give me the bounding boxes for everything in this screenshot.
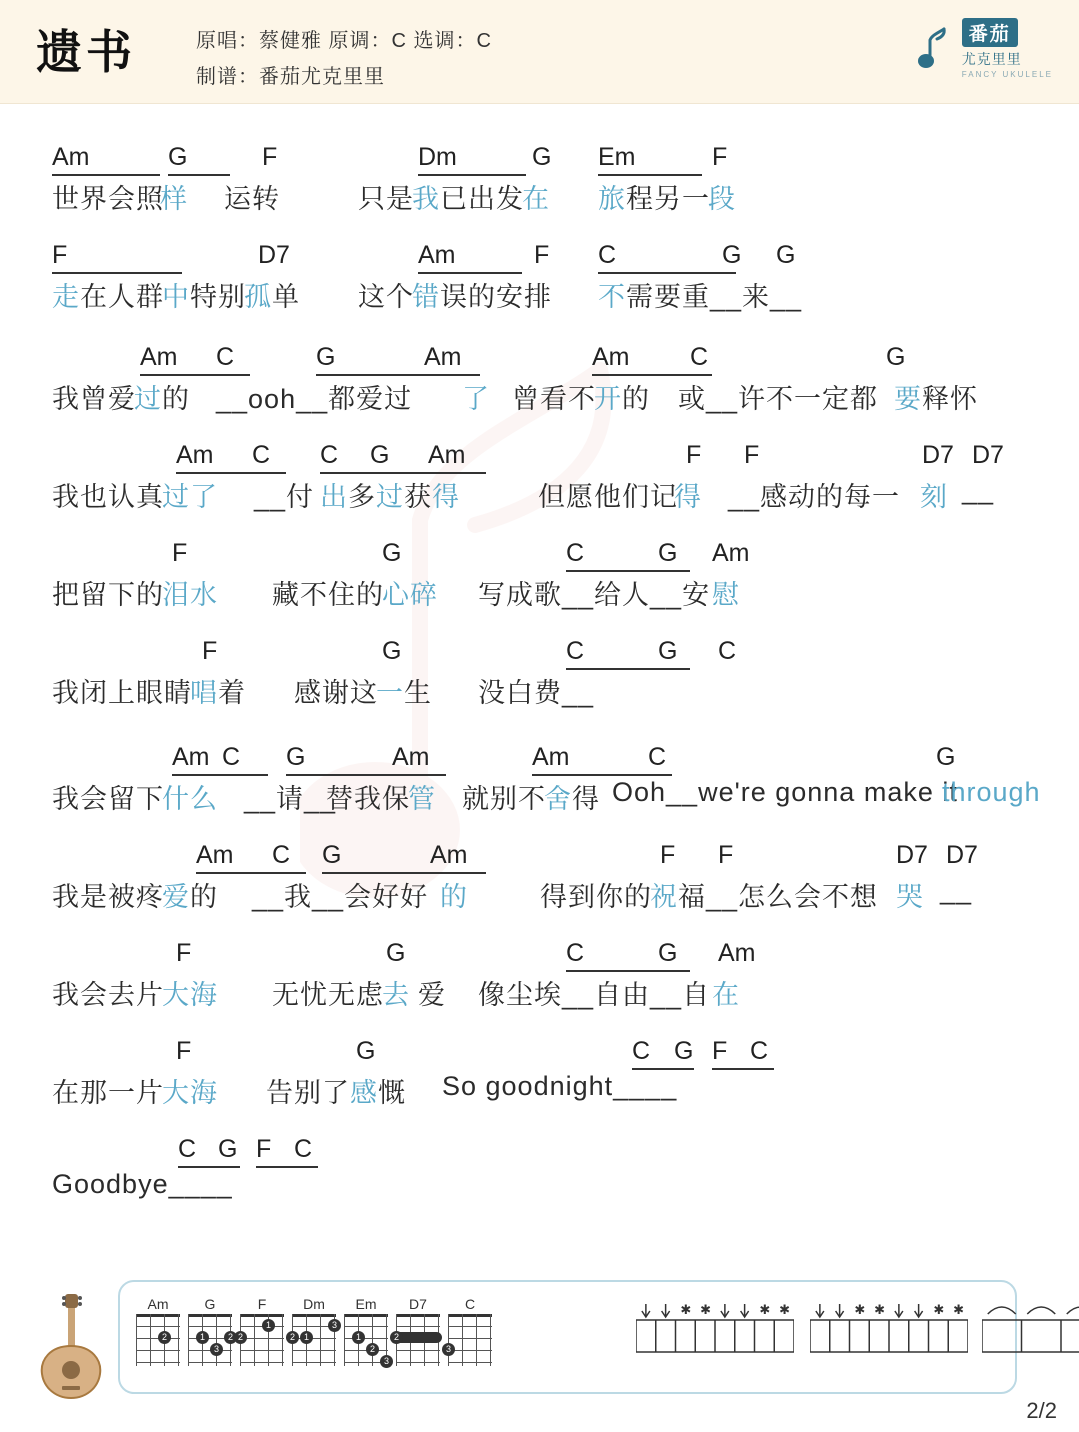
chord-label: D7 <box>258 241 290 269</box>
lyric-segment: 告别了 <box>266 1078 350 1108</box>
lyric-segment: 世界会照 <box>52 184 164 214</box>
chord-label: C <box>566 539 690 572</box>
chord-diagram-name: Em <box>355 1296 377 1312</box>
chord-label: G <box>532 143 552 171</box>
lyric-segment: 但愿他们记 <box>538 482 678 512</box>
lyric-segment: 得 <box>572 784 600 814</box>
page-number: 2/2 <box>1026 1398 1057 1423</box>
chord-label: F <box>172 539 188 567</box>
chord-label: Am <box>712 539 750 567</box>
lyric-segment: 着 <box>218 678 246 708</box>
lyric-row <box>0 1071 1079 1119</box>
lyric-segment: 没白费__ <box>478 678 595 708</box>
lyric-segment: 在 <box>522 184 550 214</box>
lyric-segment: 或__许不一定都 <box>678 384 879 414</box>
chord-label: C <box>222 743 241 771</box>
lyric-segment: 得 <box>674 482 702 512</box>
lyric-segment: 心碎 <box>382 580 438 610</box>
brand-text <box>962 18 1053 79</box>
lyric-segment: Goodbye____ <box>52 1169 233 1199</box>
svg-text:✱: ✱ <box>700 1302 712 1317</box>
lyric-row <box>0 573 1079 621</box>
chord-label: F <box>660 841 676 869</box>
lyric-segment: 不 <box>598 282 626 312</box>
chord-label: C <box>566 637 690 670</box>
chord-label: C <box>690 343 709 371</box>
finger-dot: 3 <box>210 1343 223 1356</box>
svg-text:✱: ✱ <box>953 1302 965 1317</box>
chord-label: Am <box>176 441 286 474</box>
chord-label: Am <box>430 841 468 869</box>
lyric-segment: 释怀 <box>922 384 978 414</box>
lyric-segment: 特别 <box>190 282 246 312</box>
finger-dot: 2 <box>234 1331 247 1344</box>
chord-label: G <box>936 743 956 771</box>
lyric-segment: 我会留下 <box>52 784 164 814</box>
lyric-segment: 舍 <box>544 784 572 814</box>
lyric-segment: 孤 <box>244 282 272 312</box>
chord-label: Am <box>392 743 430 771</box>
chord-diagram-name: G <box>204 1296 216 1312</box>
chord-label: G <box>776 241 796 269</box>
chord-label: F <box>52 241 182 274</box>
lyric-row <box>0 475 1079 523</box>
finger-dot: 3 <box>380 1355 393 1368</box>
lyric-segment: 刻 <box>920 482 948 512</box>
lyric-row <box>0 973 1079 1021</box>
lyric-row <box>0 777 1079 825</box>
chord-label: C <box>272 841 291 869</box>
fretboard-grid <box>237 1314 284 1366</box>
brand-name-en: FANCY UKULELE <box>961 70 1053 79</box>
chord-label: G <box>886 343 906 371</box>
svg-text:✱: ✱ <box>759 1302 771 1317</box>
chord-diagram-c <box>446 1296 494 1366</box>
chord-label: Em <box>598 143 702 176</box>
chord-diagram-d7 <box>394 1296 442 1366</box>
chord-label: Am <box>140 343 250 376</box>
finger-dot: 1 <box>196 1331 209 1344</box>
finger-dot: 2 <box>390 1331 403 1344</box>
chord-label: Am <box>172 743 268 776</box>
fretboard-grid <box>136 1314 180 1366</box>
lyric-segment: 得 <box>432 482 460 512</box>
lyric-segment: 唱 <box>190 678 218 708</box>
lyric-segment: 无忧无虑 <box>272 980 384 1010</box>
chord-label: F <box>718 841 734 869</box>
chord-diagram-name: D7 <box>409 1296 427 1312</box>
lyric-segment: 已出发 <box>440 184 524 214</box>
lyric-segment: __我__会好好 <box>252 882 429 912</box>
lyric-segment: 去 <box>382 980 410 1010</box>
chord-row <box>0 1135 1079 1173</box>
song-meta-line-2: 制谱：番茄尤克里里 <box>196 66 385 88</box>
chord-row <box>0 539 1079 577</box>
finger-dot: 1 <box>262 1319 275 1332</box>
svg-text:✱: ✱ <box>779 1302 791 1317</box>
brand-logo <box>918 18 1053 79</box>
chord-label: C <box>178 1135 240 1168</box>
chord-label: Am <box>52 143 160 176</box>
chord-row <box>0 841 1079 879</box>
chord-label: C <box>566 939 690 972</box>
svg-text:✱: ✱ <box>874 1302 886 1317</box>
chord-label: F <box>712 143 728 171</box>
lyric-segment: 我会去片 <box>52 980 164 1010</box>
lyric-segment: 获 <box>404 482 432 512</box>
chord-label: C <box>648 743 667 771</box>
chord-label: G <box>658 539 678 567</box>
lyric-segment: 过 <box>376 482 404 512</box>
finger-dot: 2 <box>286 1331 299 1344</box>
lyric-segment: 把留下的 <box>52 580 164 610</box>
chord-label: C <box>750 1037 769 1065</box>
lyric-row <box>0 275 1079 323</box>
chord-row <box>0 343 1079 381</box>
lyric-segment: 程另一 <box>626 184 710 214</box>
chord-label: F <box>744 441 760 469</box>
lyric-segment: 感 <box>350 1078 378 1108</box>
lyric-segment: 在那一片 <box>52 1078 164 1108</box>
brand-subtitle-cn: 尤克里里 <box>961 51 1022 67</box>
chord-label: G <box>322 841 486 874</box>
lyric-segment: 得到你的 <box>540 882 652 912</box>
chord-label: Am <box>424 343 462 371</box>
lyric-segment: 走 <box>52 282 80 312</box>
chord-label: C <box>216 343 235 371</box>
chord-label: C <box>632 1037 694 1070</box>
lyric-segment: 中 <box>162 282 190 312</box>
chord-label: Am <box>196 841 306 874</box>
lyric-segment: 这个 <box>358 282 414 312</box>
lyric-segment: 要 <box>894 384 922 414</box>
chord-label: G <box>722 241 742 269</box>
chord-label: F <box>256 1135 318 1168</box>
chord-diagram-name: Dm <box>303 1296 325 1312</box>
lyric-segment: 了 <box>462 384 490 414</box>
chord-diagram-am <box>134 1296 182 1366</box>
finger-dot: 2 <box>224 1331 237 1344</box>
lyric-segment: __ <box>962 475 995 505</box>
chord-label: F <box>176 1037 192 1065</box>
lyric-segment: 一 <box>376 678 404 708</box>
lyric-segment: 藏不住的 <box>272 580 384 610</box>
chord-label: G <box>386 939 406 967</box>
chord-row <box>0 241 1079 279</box>
chord-label: G <box>658 637 678 665</box>
lyric-segment: 旅 <box>598 184 626 214</box>
lyric-segment: 大海 <box>162 980 218 1010</box>
lyric-segment: 祝 <box>650 882 678 912</box>
fretboard-grid <box>289 1314 337 1366</box>
chord-label: Am <box>592 343 712 376</box>
lyric-segment: 我 <box>412 184 440 214</box>
lyric-segment: 单 <box>272 282 300 312</box>
fretboard-grid <box>344 1314 388 1366</box>
chord-diagram-g <box>186 1296 234 1366</box>
brand-name-cn: 番茄 <box>962 18 1018 47</box>
pattern-3 <box>982 1302 1079 1367</box>
song-meta-line-1: 原唱：蔡健雅 原调：C 选调：C <box>196 30 492 52</box>
bottom-reference-panel <box>0 1272 1079 1432</box>
chord-diagram-f <box>238 1296 286 1366</box>
lyric-segment: 运转 <box>224 184 280 214</box>
chord-label: G <box>356 1037 376 1065</box>
page-title: 遗书 <box>36 26 136 78</box>
chord-label: C <box>718 637 737 665</box>
lyric-segment: 多 <box>348 482 376 512</box>
chord-diagram-name: F <box>257 1296 267 1312</box>
chord-row <box>0 743 1079 781</box>
lyric-segment: __ <box>940 875 973 905</box>
sheet-header <box>0 0 1079 104</box>
chord-diagram-name: Am <box>147 1296 169 1312</box>
lyric-segment: 慨 <box>378 1078 406 1108</box>
chord-label: C <box>320 441 486 474</box>
chord-label: D7 <box>922 441 954 469</box>
lyric-segment: 段 <box>708 184 736 214</box>
svg-text:✱: ✱ <box>680 1302 692 1317</box>
lyric-row <box>0 377 1079 425</box>
chord-label: G <box>370 441 390 469</box>
lyric-segment: 像尘埃__自由__自 <box>478 980 711 1010</box>
chord-label: Dm <box>418 143 526 176</box>
chord-label: D7 <box>896 841 928 869</box>
finger-dot: 1 <box>300 1331 313 1344</box>
chord-row <box>0 939 1079 977</box>
music-note-icon <box>918 26 954 72</box>
chord-label: C <box>294 1135 313 1163</box>
lyric-segment: 误的安排 <box>440 282 552 312</box>
finger-dot: 2 <box>158 1331 171 1344</box>
lyric-segment: 我也认真 <box>52 482 164 512</box>
chord-label: F <box>712 1037 774 1070</box>
lyric-segment: 的 <box>190 882 218 912</box>
lyric-segment: 我闭上眼睛 <box>52 678 192 708</box>
ukulele-illustration <box>34 1294 112 1417</box>
lyric-row <box>0 1169 1079 1217</box>
lyric-row <box>0 177 1079 225</box>
chord-label: G <box>218 1135 238 1163</box>
lyric-segment: 只是 <box>358 184 414 214</box>
chord-diagram-name: C <box>464 1296 476 1312</box>
chord-label: G <box>316 343 480 376</box>
lyric-segment: 慰 <box>712 580 740 610</box>
fretboard-grid <box>188 1314 232 1366</box>
chord-label: D7 <box>972 441 1004 469</box>
chord-row <box>0 441 1079 479</box>
chord-label: C <box>252 441 271 469</box>
lyric-segment: 过 <box>134 384 162 414</box>
lyric-segment: 生 <box>404 678 432 708</box>
fretboard-grid <box>393 1314 440 1366</box>
svg-text:✱: ✱ <box>854 1302 866 1317</box>
chord-label: F <box>262 143 278 171</box>
chord-label: F <box>686 441 702 469</box>
finger-dot: 3 <box>328 1319 341 1332</box>
chord-label: Am <box>532 743 672 776</box>
lyric-segment: 我曾爱 <box>52 384 136 414</box>
fretboard-grid <box>445 1314 492 1366</box>
chord-row <box>0 1037 1079 1075</box>
chord-row <box>0 143 1079 181</box>
lyric-segment: 哭 <box>896 882 924 912</box>
pattern-2 <box>810 1302 968 1367</box>
lyric-segment: __付 <box>254 482 315 512</box>
chord-label: F <box>176 939 192 967</box>
lyric-segment: through <box>942 777 1041 807</box>
lyric-segment: 过了 <box>162 482 218 512</box>
chord-diagram-dm <box>290 1296 338 1366</box>
lyric-segment: 样 <box>160 184 188 214</box>
chord-diagram-em <box>342 1296 390 1366</box>
chord-label: G <box>674 1037 694 1065</box>
lyric-segment: 大海 <box>162 1078 218 1108</box>
chord-label: F <box>202 637 218 665</box>
lyric-segment: 爱 <box>162 882 190 912</box>
chord-label: G <box>382 539 402 567</box>
chord-label: Am <box>718 939 756 967</box>
lyric-segment: 开 <box>594 384 622 414</box>
lyric-segment: 出 <box>320 482 348 512</box>
chord-label: G <box>168 143 230 176</box>
chord-label: C <box>598 241 736 274</box>
lyric-segment: 的 <box>162 384 190 414</box>
lyric-row <box>0 875 1079 923</box>
lyric-segment: So goodnight____ <box>442 1071 678 1101</box>
finger-dot: 3 <box>442 1343 455 1356</box>
chord-label: G <box>286 743 446 776</box>
pattern-1 <box>636 1302 794 1367</box>
chord-diagram-panel <box>118 1280 1017 1394</box>
lyric-segment: 感谢这 <box>294 678 378 708</box>
lyric-segment: 写成歌__给人__安 <box>478 580 711 610</box>
chord-label: Am <box>418 241 522 274</box>
lyric-segment: 的 <box>622 384 650 414</box>
lyric-segment: 在 <box>712 980 740 1010</box>
lyric-segment: 需要重__来__ <box>626 282 803 312</box>
lyric-segment: 我是被疼 <box>52 882 164 912</box>
lyric-segment: __ooh__都爱过 <box>216 384 413 414</box>
chord-row <box>0 637 1079 675</box>
lyric-segment: 管 <box>408 784 436 814</box>
finger-dot: 1 <box>352 1331 365 1344</box>
lyric-segment: Ooh__we're gonna make it <box>612 777 958 807</box>
chord-label: Am <box>428 441 466 469</box>
lyric-segment: 曾看不 <box>512 384 596 414</box>
lyric-segment: 在人群 <box>80 282 164 312</box>
chord-label: F <box>534 241 550 269</box>
lyric-segment: 福__怎么会不想 <box>678 882 879 912</box>
lyric-segment: 的 <box>440 882 468 912</box>
lyric-segment: __感动的每一 <box>728 482 901 512</box>
chord-label: D7 <box>946 841 978 869</box>
finger-dot: 2 <box>366 1343 379 1356</box>
lyric-segment: 什么 <box>162 784 218 814</box>
lyric-segment: 爱 <box>418 980 446 1010</box>
lyric-segment: 替我保 <box>326 784 410 814</box>
lyric-segment: __请__ <box>244 784 337 814</box>
svg-text:✱: ✱ <box>933 1302 945 1317</box>
lyric-segment: 错 <box>412 282 440 312</box>
lyric-segment: 泪水 <box>162 580 218 610</box>
lyric-segment: 就别不 <box>462 784 546 814</box>
chord-label: G <box>658 939 678 967</box>
lyric-row <box>0 671 1079 719</box>
chord-label: G <box>382 637 402 665</box>
